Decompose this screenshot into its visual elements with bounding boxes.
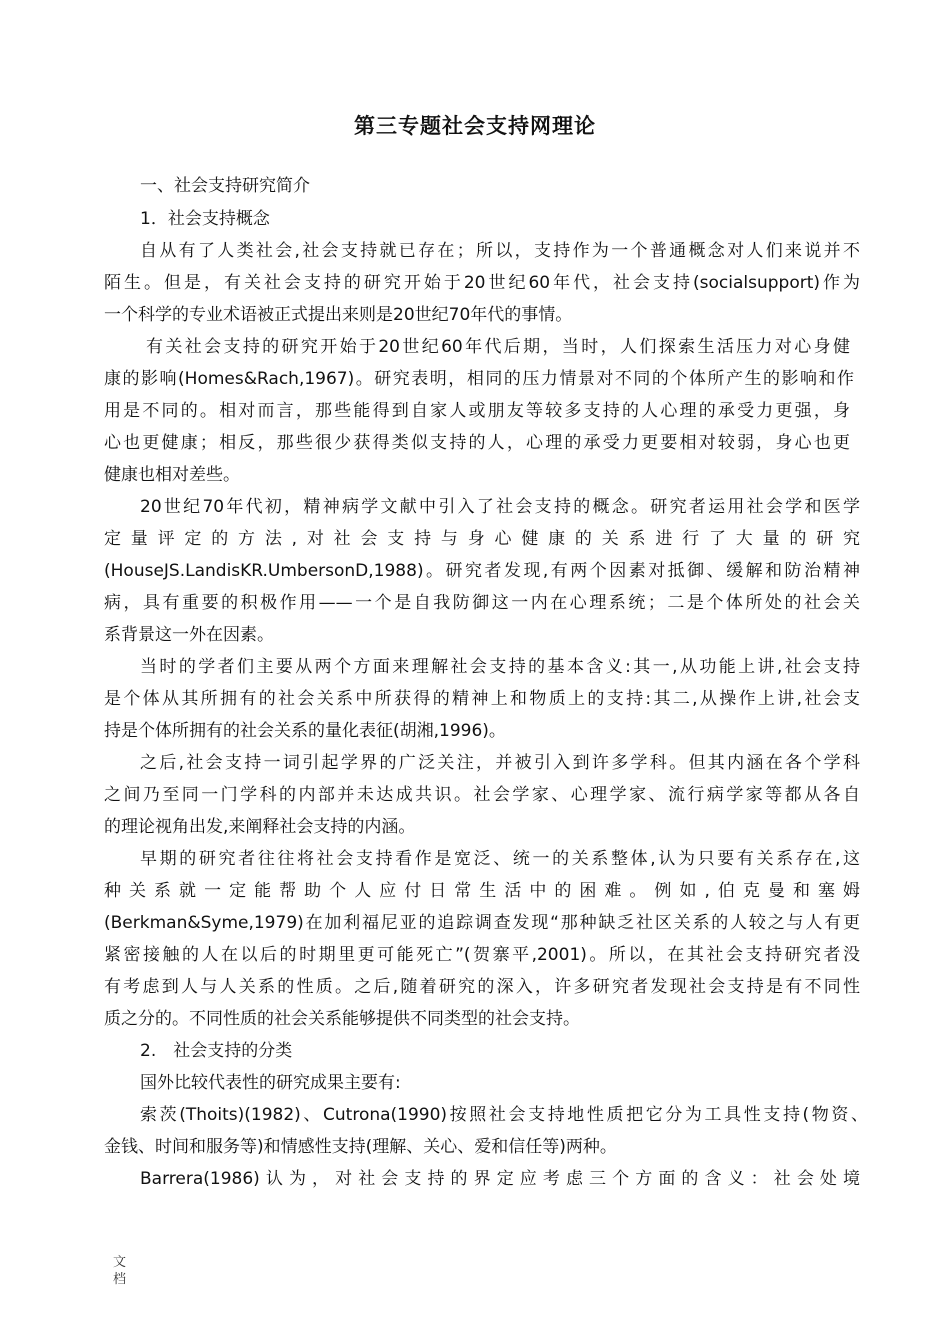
paragraph-line: 之后,社会支持一词引起学界的广泛关注，并被引入到许多学科。但其内涵在各个学科 bbox=[140, 753, 860, 773]
paragraph-line: 索茨(Thoits)(1982)、Cutrona(1990)按照社会支持地性质把它分为工具性支持(物资、 bbox=[140, 1105, 868, 1125]
paragraph-line: 之间乃至同一门学科的内部并未达成共识。社会学家、心理学家、流行病学家等都从各自 bbox=[104, 785, 860, 805]
paragraph-line: 20世纪70年代初，精神病学文献中引入了社会支持的概念。研究者运用社会学和医学 bbox=[140, 497, 860, 517]
footer-mark bbox=[113, 1254, 133, 1288]
paragraph-line: 用是不同的。相对而言，那些能得到自家人或朋友等较多支持的人心理的承受力更强，身 bbox=[104, 401, 850, 421]
page-title: 第三专题社会支持网理论 bbox=[354, 114, 596, 138]
paragraph-line: 自从有了人类社会,社会支持就已存在；所以，支持作为一个普通概念对人们来说并不 bbox=[140, 241, 860, 261]
paragraph-line: 金钱、时间和服务等)和情感性支持(理解、关心、爱和信任等)两种。 bbox=[104, 1137, 617, 1157]
footer-char: 档 bbox=[113, 1272, 127, 1287]
paragraph-line: 健康也相对差些。 bbox=[104, 465, 240, 485]
paragraph-line: 紧密接触的人在以后的时期里更可能死亡”(贺寨平,2001)。所以，在其社会支持研究者没 bbox=[104, 945, 860, 965]
paragraph-line: 质之分的。不同性质的社会关系能够提供不同类型的社会支持。 bbox=[104, 1009, 580, 1029]
subsection-heading-1: 1．社会支持概念 bbox=[140, 209, 270, 229]
paragraph-line: 心也更健康；相反，那些很少获得类似支持的人，心理的承受力更要相对较弱，身心也更 bbox=[104, 433, 850, 453]
footer-char: 文 bbox=[113, 1255, 127, 1270]
paragraph-line: 陌生。但是，有关社会支持的研究开始于20世纪60年代，社会支持(socialsupport)作为 bbox=[104, 273, 860, 293]
paragraph-line: 种关系就一定能帮助个人应付日常生活中的困难。例如,伯克曼和塞姆 bbox=[104, 881, 860, 901]
paragraph-line: 定量评定的方法,对社会支持与身心健康的关系进行了大量的研究 bbox=[104, 529, 860, 549]
paragraph-line: 有关社会支持的研究开始于20世纪60年代后期，当时，人们探索生活压力对心身健 bbox=[146, 337, 850, 357]
paragraph-line: 是个体从其所拥有的社会关系中所获得的精神上和物质上的支持:其二,从操作上讲,社会支 bbox=[104, 689, 860, 709]
subsection-heading-2: 2. 社会支持的分类 bbox=[140, 1041, 293, 1061]
paragraph-line: 一个科学的专业术语被正式提出来则是20世纪70年代的事情。 bbox=[104, 305, 573, 325]
paragraph-line: 早期的研究者往往将社会支持看作是宽泛、统一的关系整体,认为只要有关系存在,这 bbox=[140, 849, 860, 869]
paragraph-line: 国外比较代表性的研究成果主要有: bbox=[140, 1073, 401, 1093]
paragraph-line: 病，具有重要的积极作用——一个是自我防御这一内在心理系统；二是个体所处的社会关 bbox=[104, 593, 860, 613]
paragraph-line: 当时的学者们主要从两个方面来理解社会支持的基本含义:其一,从功能上讲,社会支持 bbox=[140, 657, 860, 677]
paragraph-line: 康的影响(Homes&Rach,1967)。研究表明，相同的压力情景对不同的个体所产生的影响和作 bbox=[104, 369, 854, 389]
paragraph-line: (Berkman&Syme,1979)在加利福尼亚的追踪调查发现“那种缺乏社区关系的人较之与人有更 bbox=[104, 913, 860, 933]
paragraph-line: 持是个体所拥有的社会关系的量化表征(胡湘,1996)。 bbox=[104, 721, 506, 741]
paragraph-line: 有考虑到人与人关系的性质。之后,随着研究的深入，许多研究者发现社会支持是有不同性 bbox=[104, 977, 860, 997]
paragraph-line: 的理论视角出发,来阐释社会支持的内涵。 bbox=[104, 817, 416, 837]
paragraph-line: (HouseJS.LandisKR.UmbersonD,1988)。研究者发现,有两个因素对抵御、缓解和防治精神 bbox=[104, 561, 860, 581]
section-heading-1: 一、社会支持研究简介 bbox=[140, 176, 310, 196]
paragraph-line: Barrera(1986)认为，对社会支持的界定应考虑三个方面的含义：社会处境 bbox=[140, 1169, 860, 1189]
paragraph-line: 系背景这一外在因素。 bbox=[104, 625, 274, 645]
